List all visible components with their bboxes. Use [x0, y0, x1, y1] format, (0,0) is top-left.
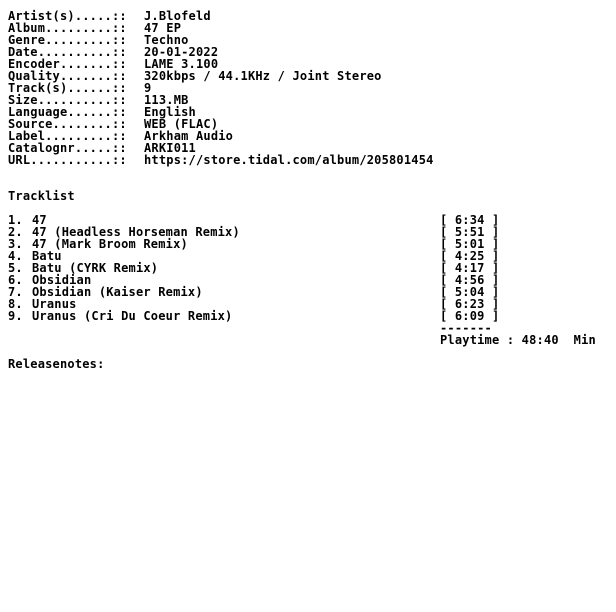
- spacer: [8, 202, 616, 214]
- info-row-source: Source........:: WEB (FLAC): [8, 117, 219, 131]
- releasenotes-heading: Releasenotes:: [8, 357, 105, 371]
- track-row: 9. Uranus (Cri Du Coeur Remix) [ 6:09 ]: [8, 309, 500, 323]
- info-row-encoder: Encoder.......:: LAME 3.100: [8, 57, 219, 71]
- playtime-row: [8, 334, 616, 346]
- info-row-quality: Quality.......:: 320kbps / 44.1KHz / Joint Stereo: [8, 69, 382, 83]
- info-row-genre: Genre.........:: Techno: [8, 33, 189, 47]
- info-row-size: Size..........:: 113.MB: [8, 93, 189, 107]
- track-row: 8. Uranus [ 6:23 ]: [8, 297, 500, 311]
- info-row-artist: Artist(s).....:: J.Blofeld: [8, 9, 211, 23]
- info-row-album: Album.........:: 47 EP: [8, 21, 182, 35]
- track-row: 6. Obsidian [ 4:56 ]: [8, 273, 500, 287]
- track-row: 7. Obsidian (Kaiser Remix) [ 5:04 ]: [8, 285, 500, 299]
- track-row: 5. Batu (CYRK Remix) [ 4:17 ]: [8, 261, 500, 275]
- separator: -------: [440, 321, 492, 335]
- info-row-language: Language......:: English: [8, 105, 196, 119]
- track-row: 4. Batu [ 4:25 ]: [8, 249, 500, 263]
- tracklist-heading: Tracklist: [8, 189, 75, 203]
- info-row-catalognr: Catalognr.....:: ARKI011: [8, 141, 196, 155]
- playtime: Playtime : 48:40 Min: [440, 333, 596, 347]
- track-row: 1. 47 [ 6:34 ]: [8, 213, 500, 227]
- info-row-url: URL...........:: https://store.tidal.com/album/205801454: [8, 153, 434, 167]
- track-row: 3. 47 (Mark Broom Remix) [ 5:01 ]: [8, 237, 500, 251]
- info-row-label: Label.........:: Arkham Audio: [8, 129, 234, 143]
- spacer: [8, 166, 616, 190]
- tracklist: [8, 214, 616, 322]
- info-row-date: Date..........:: 20-01-2022: [8, 45, 219, 59]
- info-row-tracks: Track(s)......:: 9: [8, 81, 152, 95]
- info-block: [8, 10, 616, 166]
- track-row: 2. 47 (Headless Horseman Remix) [ 5:51 ]: [8, 225, 500, 239]
